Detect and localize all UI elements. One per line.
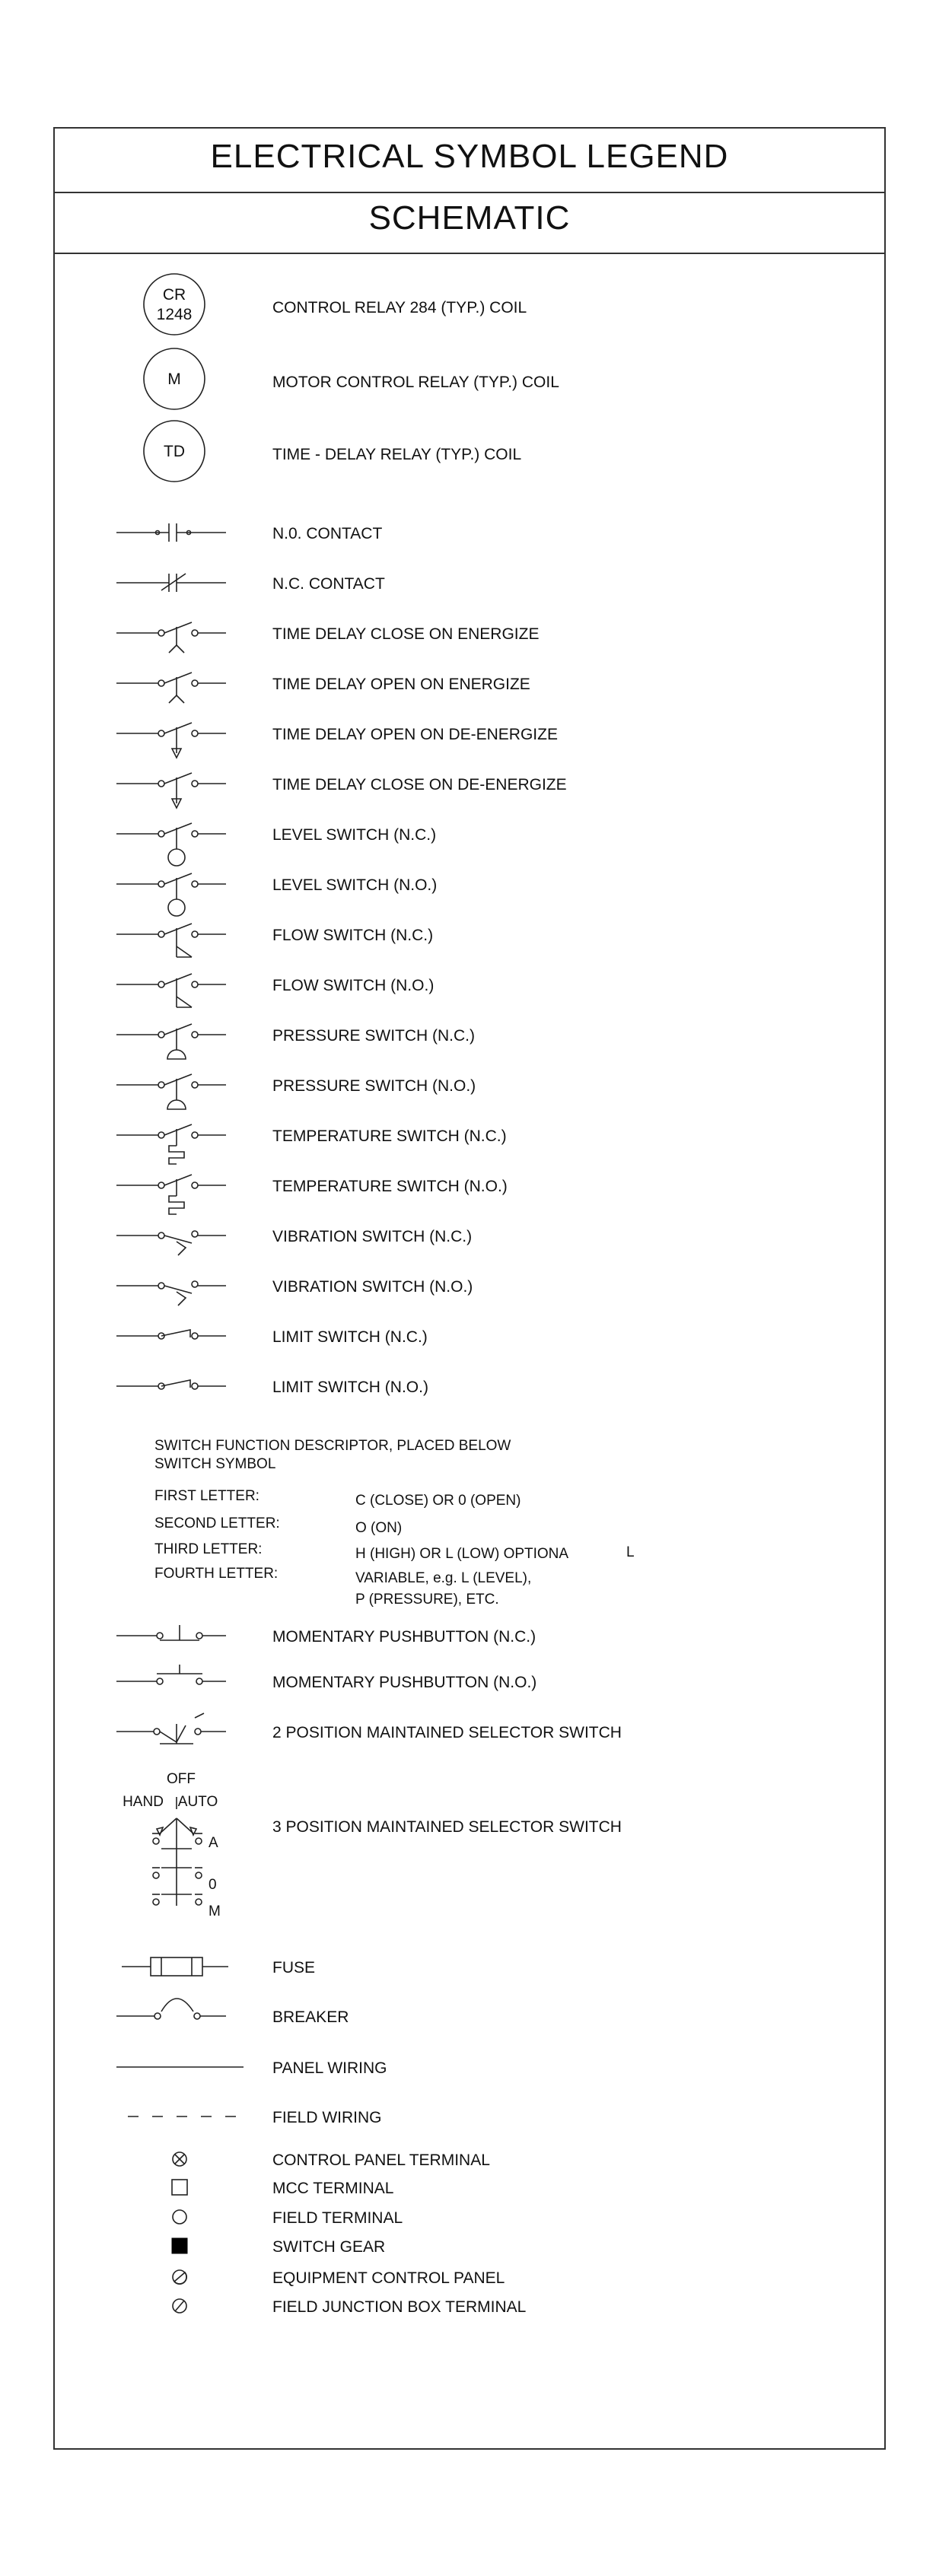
descriptor-key: SECOND LETTER: bbox=[154, 1515, 280, 1531]
level-no-label: LEVEL SWITCH (N.O.) bbox=[272, 876, 438, 894]
descriptor-value: P (PRESSURE), ETC. bbox=[355, 1592, 499, 1608]
vibration-nc-label: VIBRATION SWITCH (N.C.) bbox=[272, 1228, 473, 1245]
selector-2pos-symbol bbox=[116, 1713, 226, 1744]
td-close-deenergize-symbol bbox=[116, 773, 226, 808]
coil-code: CR bbox=[162, 286, 186, 304]
field-terminal-label: FIELD TERMINAL bbox=[272, 2209, 403, 2227]
td-open-energize-label: TIME DELAY OPEN ON ENERGIZE bbox=[272, 676, 530, 693]
selector-3pos-label: 3 POSITION MAINTAINED SELECTOR SWITCH bbox=[272, 1818, 622, 1836]
nc-contact-label: N.C. CONTACT bbox=[272, 575, 385, 593]
flow-nc-symbol bbox=[116, 924, 226, 957]
control-panel-terminal-symbol bbox=[173, 2152, 186, 2166]
level-nc-label: LEVEL SWITCH (N.C.) bbox=[272, 826, 437, 844]
mcc-terminal-label: MCC TERMINAL bbox=[272, 2180, 394, 2197]
selector-3pos-symbol bbox=[123, 1771, 221, 1919]
switch-gear-symbol bbox=[172, 2238, 187, 2253]
limit-no-label: LIMIT SWITCH (N.O.) bbox=[272, 1379, 428, 1396]
pressure-no-symbol bbox=[116, 1074, 226, 1109]
fuse-symbol bbox=[122, 1957, 228, 1976]
limit-nc-label: LIMIT SWITCH (N.C.) bbox=[272, 1328, 428, 1346]
vibration-nc-symbol bbox=[116, 1231, 226, 1255]
breaker-label: BREAKER bbox=[272, 2008, 349, 2026]
td-open-deenergize-label: TIME DELAY OPEN ON DE-ENERGIZE bbox=[272, 726, 558, 743]
descriptor-key: FIRST LETTER: bbox=[154, 1488, 259, 1504]
equipment-control-panel-symbol bbox=[173, 2270, 186, 2284]
pb-no-symbol bbox=[116, 1665, 226, 1684]
descriptor-value: C (CLOSE) OR 0 (OPEN) bbox=[355, 1493, 521, 1509]
descriptor-key: THIRD LETTER: bbox=[154, 1541, 263, 1557]
legend-title: ELECTRICAL SYMBOL LEGEND bbox=[210, 138, 729, 175]
pb-nc-label: MOMENTARY PUSHBUTTON (N.C.) bbox=[272, 1628, 536, 1646]
descriptor-heading: SWITCH SYMBOL bbox=[154, 1456, 276, 1472]
coil-code: TD bbox=[164, 443, 185, 460]
limit-nc-symbol bbox=[116, 1330, 226, 1339]
control-panel-terminal-label: CONTROL PANEL TERMINAL bbox=[272, 2151, 490, 2169]
no-contact-label: N.0. CONTACT bbox=[272, 525, 383, 542]
pb-no-label: MOMENTARY PUSHBUTTON (N.O.) bbox=[272, 1674, 537, 1691]
td-open-deenergize-symbol bbox=[116, 723, 226, 758]
td-close-energize-label: TIME DELAY CLOSE ON ENERGIZE bbox=[272, 625, 540, 643]
temperature-nc-symbol bbox=[116, 1124, 226, 1164]
selector-row-label: M bbox=[209, 1903, 221, 1919]
limit-no-symbol bbox=[116, 1380, 226, 1389]
level-nc-symbol bbox=[116, 823, 226, 866]
no-contact-symbol bbox=[116, 523, 226, 542]
td-close-deenergize-label: TIME DELAY CLOSE ON DE-ENERGIZE bbox=[272, 776, 567, 793]
pressure-nc-symbol bbox=[116, 1024, 226, 1059]
vibration-no-symbol bbox=[116, 1281, 226, 1305]
vibration-no-label: VIBRATION SWITCH (N.O.) bbox=[272, 1278, 473, 1296]
pressure-no-label: PRESSURE SWITCH (N.O.) bbox=[272, 1077, 476, 1095]
nc-contact-symbol bbox=[116, 574, 226, 592]
coil-label: MOTOR CONTROL RELAY (TYP.) COIL bbox=[272, 374, 559, 391]
breaker-symbol bbox=[116, 1999, 226, 2019]
selector-off-label: OFF bbox=[167, 1771, 196, 1787]
field-wiring-label: FIELD WIRING bbox=[272, 2109, 382, 2126]
selector-row-label: A bbox=[209, 1835, 218, 1851]
selector-auto-label: AUTO bbox=[177, 1794, 218, 1810]
switch-gear-label: SWITCH GEAR bbox=[272, 2238, 386, 2256]
descriptor-key: FOURTH LETTER: bbox=[154, 1566, 279, 1582]
coil-cr-symbol bbox=[144, 274, 205, 335]
descriptor-value: H (HIGH) OR L (LOW) OPTIONA bbox=[355, 1546, 569, 1562]
flow-no-label: FLOW SWITCH (N.O.) bbox=[272, 977, 435, 994]
fuse-label: FUSE bbox=[272, 1959, 316, 1977]
td-close-energize-symbol bbox=[116, 622, 226, 653]
selector-2pos-label: 2 POSITION MAINTAINED SELECTOR SWITCH bbox=[272, 1724, 622, 1741]
selector-3pos-row bbox=[152, 1868, 202, 1878]
selector-3pos-row bbox=[152, 1894, 202, 1905]
field-junction-box-terminal-symbol bbox=[173, 2299, 186, 2313]
descriptor-heading: SWITCH FUNCTION DESCRIPTOR, PLACED BELOW bbox=[154, 1438, 511, 1454]
flow-nc-label: FLOW SWITCH (N.C.) bbox=[272, 927, 434, 944]
temperature-nc-label: TEMPERATURE SWITCH (N.C.) bbox=[272, 1127, 507, 1145]
coil-code: M bbox=[167, 370, 181, 388]
td-open-energize-symbol bbox=[116, 673, 226, 703]
legend-subtitle: SCHEMATIC bbox=[368, 199, 571, 237]
selector-row-label: 0 bbox=[209, 1877, 217, 1893]
coil-number: 1248 bbox=[156, 306, 193, 323]
level-no-symbol bbox=[116, 873, 226, 916]
coil-m-symbol bbox=[144, 348, 205, 409]
pb-nc-symbol bbox=[116, 1625, 226, 1640]
temperature-no-symbol bbox=[116, 1175, 226, 1214]
pressure-nc-label: PRESSURE SWITCH (N.C.) bbox=[272, 1027, 476, 1045]
field-terminal-symbol bbox=[173, 2210, 186, 2224]
coil-td-symbol bbox=[144, 421, 205, 482]
field-junction-box-terminal-label: FIELD JUNCTION BOX TERMINAL bbox=[272, 2298, 527, 2316]
descriptor-stray-mark: L bbox=[626, 1544, 635, 1560]
panel-wiring-label: PANEL WIRING bbox=[272, 2059, 387, 2077]
coil-label: CONTROL RELAY 284 (TYP.) COIL bbox=[272, 299, 527, 316]
descriptor-value: VARIABLE, e.g. L (LEVEL), bbox=[355, 1570, 532, 1586]
temperature-no-label: TEMPERATURE SWITCH (N.O.) bbox=[272, 1178, 508, 1195]
selector-hand-label: HAND bbox=[123, 1794, 164, 1810]
coil-label: TIME - DELAY RELAY (TYP.) COIL bbox=[272, 446, 522, 463]
flow-no-symbol bbox=[116, 974, 226, 1007]
descriptor-value: O (ON) bbox=[355, 1520, 403, 1536]
equipment-control-panel-label: EQUIPMENT CONTROL PANEL bbox=[272, 2269, 505, 2287]
mcc-terminal-symbol bbox=[172, 2180, 187, 2195]
